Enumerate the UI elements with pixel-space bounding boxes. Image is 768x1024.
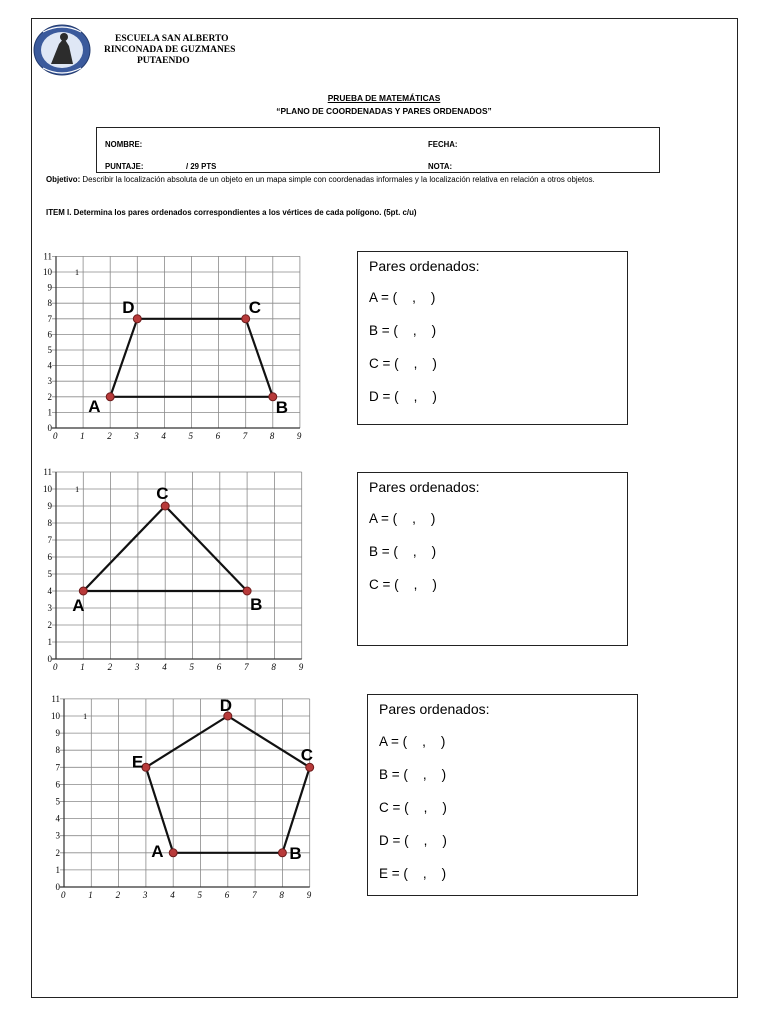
y-tick-label: 1 <box>55 864 60 875</box>
vertex-label-d: D <box>219 696 233 715</box>
y-tick-label: 10 <box>43 484 52 494</box>
y-tick-label: 11 <box>43 467 52 477</box>
y-tick-label: 2 <box>55 847 60 858</box>
name-label: NOMBRE: <box>105 140 143 149</box>
answer-box-1 <box>357 251 628 425</box>
y-tick-label: 11 <box>43 251 52 262</box>
x-tick-label: 2 <box>107 662 113 672</box>
x-tick-label: 3 <box>142 890 148 900</box>
x-tick-label: 4 <box>170 890 175 900</box>
answer-line: A = ( , ) <box>369 290 436 305</box>
y-tick-label: 2 <box>47 391 52 402</box>
vertex-point-b <box>278 849 286 857</box>
coordinate-grid-3 <box>30 683 330 898</box>
grid-lines <box>60 699 310 887</box>
vertex-point-a <box>169 849 177 857</box>
grid-lines <box>52 472 302 659</box>
vertex-point-c <box>306 763 314 771</box>
y-tick-label: 10 <box>43 267 52 277</box>
x-tick-label: 1 <box>88 890 93 900</box>
x-tick-label: 1 <box>80 662 85 672</box>
answer-line: B = ( , ) <box>379 767 447 782</box>
x-tick-label: 8 <box>271 662 276 672</box>
coordinate-grid-2 <box>30 460 320 670</box>
coordinate-grid-1 <box>30 240 320 445</box>
vertex-label-b: B <box>250 595 263 614</box>
test-subtitle: “PLANO DE COORDENADAS Y PARES ORDENADOS” <box>276 106 492 116</box>
y-tick-label: 3 <box>47 376 52 387</box>
answer-title: Pares ordenados: <box>379 701 490 717</box>
y-tick-label: 9 <box>47 282 52 293</box>
vertex-label-e: E <box>131 752 144 772</box>
student-info-box <box>96 127 660 173</box>
school-crest-icon <box>33 24 91 76</box>
x-tick-label: 8 <box>279 890 284 900</box>
answer-line: D = ( , ) <box>369 389 437 404</box>
y-tick-label: 8 <box>47 518 52 528</box>
y-tick-label: 4 <box>47 586 52 596</box>
x-tick-label: 9 <box>296 431 302 441</box>
y-tick-label: 11 <box>51 693 60 704</box>
school-name: ESCUELA SAN ALBERTO <box>115 34 229 44</box>
y-tick-label: 9 <box>47 501 52 511</box>
answer-title: Pares ordenados: <box>369 479 480 495</box>
stray-mark: 1 <box>83 712 88 721</box>
vertex-label-a: A <box>72 596 85 615</box>
x-tick-label: 2 <box>115 890 121 900</box>
stray-mark: 1 <box>75 485 80 494</box>
answer-line: C = ( , ) <box>369 577 437 592</box>
vertex-label-c: C <box>248 297 261 317</box>
y-tick-label: 8 <box>55 745 60 756</box>
answer-line: C = ( , ) <box>379 800 447 815</box>
y-tick-label: 9 <box>55 728 60 739</box>
vertex-label-b: B <box>289 843 302 863</box>
y-tick-label: 6 <box>55 779 60 790</box>
x-tick-label: 7 <box>244 662 249 672</box>
x-tick-label: 1 <box>80 431 85 441</box>
x-tick-label: 6 <box>216 662 222 672</box>
stray-mark: 1 <box>74 268 79 277</box>
answer-line: B = ( , ) <box>369 323 437 338</box>
y-tick-label: 8 <box>47 298 52 309</box>
y-tick-label: 7 <box>55 762 60 773</box>
answer-title: Pares ordenados: <box>369 258 480 274</box>
vertex-point-c <box>161 502 169 510</box>
vertex-point-b <box>243 587 251 595</box>
x-tick-label: 0 <box>61 890 66 900</box>
x-tick-label: 7 <box>242 431 248 441</box>
x-tick-label: 3 <box>134 662 140 672</box>
objective-label: Objetivo: <box>46 175 81 184</box>
y-tick-label: 0 <box>47 654 52 664</box>
y-tick-label: 5 <box>55 796 60 807</box>
objective <box>46 174 730 185</box>
date-label: FECHA: <box>428 140 458 149</box>
x-tick-label: 6 <box>224 890 230 900</box>
y-tick-label: 10 <box>51 711 60 721</box>
objective-text: Describir la localización absoluta de un objeto en un mapa simple con coordenadas informales y la localización relativa en relación a otros objetos. <box>82 175 595 184</box>
y-tick-label: 6 <box>47 552 52 562</box>
x-tick-label: 0 <box>53 662 58 672</box>
y-tick-label: 5 <box>47 569 52 579</box>
score-label: PUNTAJE: <box>105 162 144 171</box>
answer-box-3 <box>367 694 638 896</box>
vertex-point-a <box>106 393 114 401</box>
x-tick-label: 5 <box>197 890 202 900</box>
y-tick-label: 3 <box>47 603 52 613</box>
grade-label: NOTA: <box>428 162 453 171</box>
x-tick-label: 5 <box>189 662 194 672</box>
y-tick-label: 0 <box>55 882 60 892</box>
answer-line: A = ( , ) <box>369 511 436 526</box>
x-tick-label: 6 <box>215 431 221 441</box>
school-place: RINCONADA DE GUZMANES <box>104 45 236 55</box>
y-tick-label: 1 <box>47 637 52 647</box>
x-tick-label: 0 <box>53 431 58 441</box>
vertex-point-a <box>79 587 87 595</box>
x-tick-label: 8 <box>269 431 275 441</box>
vertex-label-c: C <box>156 484 169 503</box>
score-value: / 29 PTS <box>186 162 217 171</box>
answer-line: A = ( , ) <box>379 734 446 749</box>
item-instruction: ITEM I. Determina los pares ordenados correspondientes a los vértices de cada polígono. (5pt. c/u) <box>46 208 417 217</box>
school-town: PUTAENDO <box>137 56 190 66</box>
x-tick-label: 4 <box>161 431 166 441</box>
answer-line: E = ( , ) <box>379 866 447 881</box>
y-tick-label: 1 <box>47 407 52 418</box>
x-tick-label: 4 <box>162 662 167 672</box>
y-tick-label: 4 <box>47 360 52 371</box>
y-tick-label: 6 <box>47 329 52 340</box>
x-tick-label: 2 <box>107 431 112 441</box>
answer-line: C = ( , ) <box>369 356 437 371</box>
vertex-label-a: A <box>88 396 101 416</box>
vertex-label-d: D <box>122 297 135 317</box>
y-tick-label: 0 <box>47 423 52 433</box>
y-tick-label: 7 <box>47 313 52 324</box>
x-tick-label: 3 <box>134 431 139 441</box>
y-tick-label: 2 <box>47 620 52 630</box>
x-tick-label: 9 <box>306 890 312 900</box>
answer-line: B = ( , ) <box>369 544 437 559</box>
y-tick-label: 4 <box>55 813 60 824</box>
test-title: PRUEBA DE MATEMÁTICAS <box>327 93 441 103</box>
vertex-label-b: B <box>275 397 289 417</box>
answer-box-2 <box>357 472 628 646</box>
x-tick-label: 7 <box>252 890 257 900</box>
answer-line: D = ( , ) <box>379 833 447 848</box>
vertex-label-c: C <box>300 745 313 765</box>
y-tick-label: 3 <box>55 830 60 841</box>
y-tick-label: 7 <box>47 535 52 545</box>
vertex-label-a: A <box>151 841 164 861</box>
x-tick-label: 5 <box>188 431 193 441</box>
y-tick-label: 5 <box>47 345 52 355</box>
x-tick-label: 9 <box>298 662 304 672</box>
